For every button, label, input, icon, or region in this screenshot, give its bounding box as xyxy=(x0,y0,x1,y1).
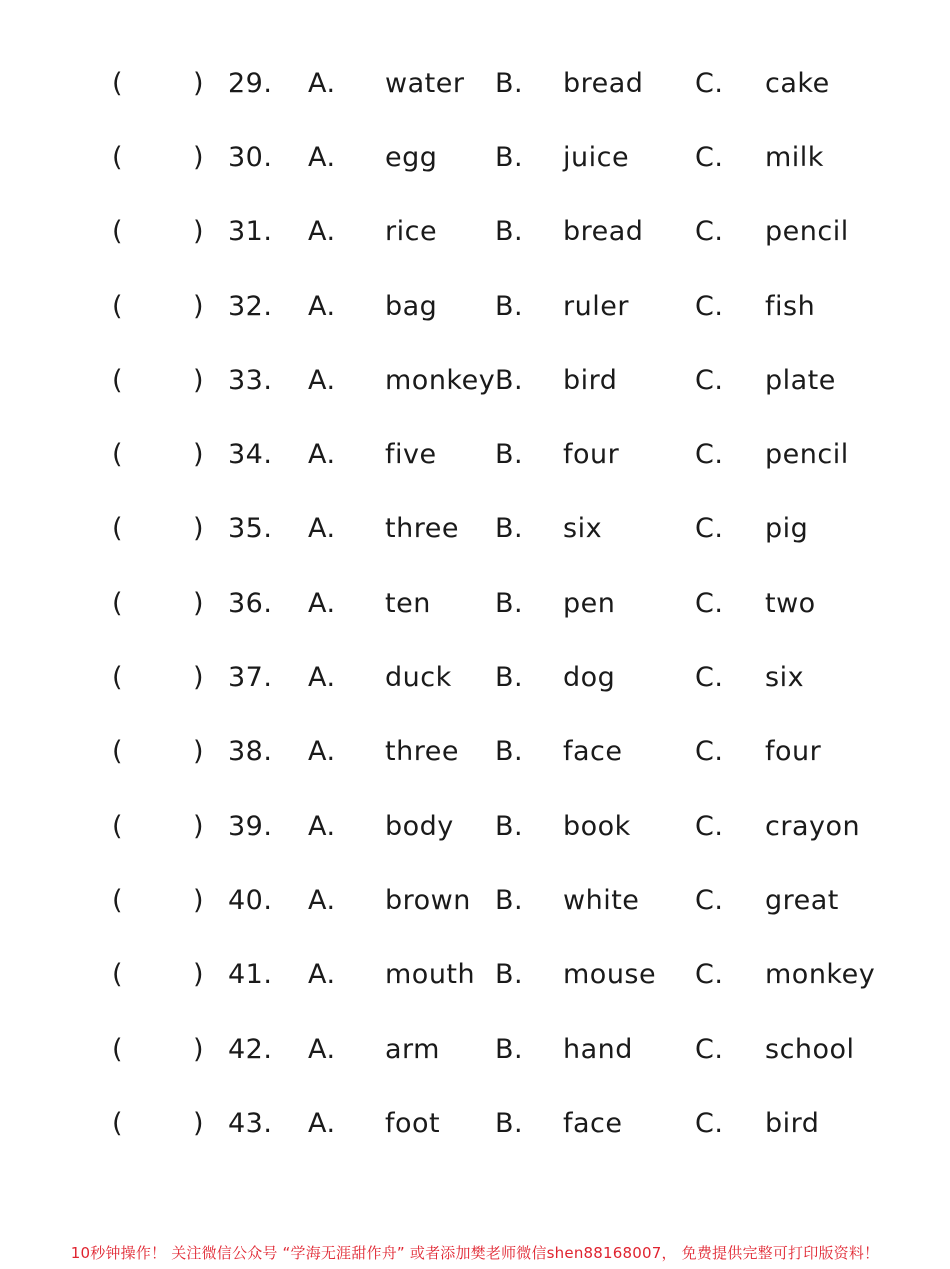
answer-blank-close-paren: ) xyxy=(193,736,205,768)
answer-blank-open-paren: ( xyxy=(112,884,124,916)
question-row xyxy=(0,492,950,566)
question-number: 39. xyxy=(228,810,273,842)
question-number: 37. xyxy=(228,662,273,694)
option-b-word: dog xyxy=(563,662,616,694)
option-b-label: B. xyxy=(495,587,524,619)
option-b-word: bird xyxy=(563,364,618,396)
answer-blank-open-paren: ( xyxy=(112,1033,124,1065)
option-b-word: book xyxy=(563,810,631,842)
answer-blank-open-paren: ( xyxy=(112,959,124,991)
option-a-word: foot xyxy=(385,1107,441,1139)
option-b-word: mouse xyxy=(563,959,657,991)
option-a-label: A. xyxy=(308,736,336,768)
option-c-label: C. xyxy=(695,1107,724,1139)
option-b-label: B. xyxy=(495,364,524,396)
option-a-label: A. xyxy=(308,439,336,471)
answer-blank-open-paren: ( xyxy=(112,587,124,619)
option-a-word: body xyxy=(385,810,454,842)
answer-blank-open-paren: ( xyxy=(112,662,124,694)
question-row xyxy=(0,120,950,194)
question-number: 34. xyxy=(228,439,273,471)
option-a-label: A. xyxy=(308,364,336,396)
answer-blank-close-paren: ) xyxy=(193,513,205,545)
option-c-label: C. xyxy=(695,736,724,768)
answer-blank-close-paren: ) xyxy=(193,587,205,619)
question-number: 33. xyxy=(228,364,273,396)
option-a-label: A. xyxy=(308,810,336,842)
answer-blank-close-paren: ) xyxy=(193,884,205,916)
option-a-label: A. xyxy=(308,216,336,248)
option-b-label: B. xyxy=(495,1107,524,1139)
question-number: 30. xyxy=(228,141,273,173)
answer-blank-open-paren: ( xyxy=(112,1107,124,1139)
option-c-word: six xyxy=(765,662,805,694)
answer-blank-close-paren: ) xyxy=(193,662,205,694)
answer-blank-open-paren: ( xyxy=(112,810,124,842)
option-a-label: A. xyxy=(308,1033,336,1065)
question-row xyxy=(0,938,950,1012)
option-a-word: monkey xyxy=(385,364,496,396)
question-row xyxy=(0,715,950,789)
question-row xyxy=(0,863,950,937)
option-b-label: B. xyxy=(495,141,524,173)
option-c-word: plate xyxy=(765,364,836,396)
option-a-label: A. xyxy=(308,662,336,694)
question-row xyxy=(0,789,950,863)
question-row xyxy=(0,566,950,640)
answer-blank-close-paren: ) xyxy=(193,1033,205,1065)
answer-blank-open-paren: ( xyxy=(112,736,124,768)
option-a-word: brown xyxy=(385,884,471,916)
option-c-label: C. xyxy=(695,290,724,322)
option-b-word: hand xyxy=(563,1033,633,1065)
option-b-label: B. xyxy=(495,959,524,991)
answer-blank-open-paren: ( xyxy=(112,439,124,471)
question-row xyxy=(0,1086,950,1160)
option-a-label: A. xyxy=(308,513,336,545)
option-c-label: C. xyxy=(695,141,724,173)
option-a-word: mouth xyxy=(385,959,476,991)
option-b-label: B. xyxy=(495,513,524,545)
option-c-label: C. xyxy=(695,884,724,916)
option-a-label: A. xyxy=(308,884,336,916)
option-a-word: egg xyxy=(385,141,438,173)
option-b-label: B. xyxy=(495,1033,524,1065)
option-c-label: C. xyxy=(695,959,724,991)
option-c-word: four xyxy=(765,736,822,768)
answer-blank-close-paren: ) xyxy=(193,1107,205,1139)
answer-blank-open-paren: ( xyxy=(112,141,124,173)
option-c-word: milk xyxy=(765,141,824,173)
answer-blank-close-paren: ) xyxy=(193,959,205,991)
option-a-word: ten xyxy=(385,587,431,619)
option-b-label: B. xyxy=(495,810,524,842)
answer-blank-close-paren: ) xyxy=(193,67,205,99)
option-a-word: arm xyxy=(385,1033,440,1065)
footer-promo-text: 10秒钟操作！ 关注微信公众号 “学海无涯甜作舟” 或者添加樊老师微信shen88168007， 免费提供完整可打印版资料！ xyxy=(70,1244,880,1262)
answer-blank-close-paren: ) xyxy=(193,810,205,842)
question-row xyxy=(0,417,950,491)
option-c-word: school xyxy=(765,1033,855,1065)
option-c-word: fish xyxy=(765,290,816,322)
option-c-word: bird xyxy=(765,1107,820,1139)
option-b-label: B. xyxy=(495,216,524,248)
option-a-label: A. xyxy=(308,141,336,173)
option-a-label: A. xyxy=(308,587,336,619)
question-number: 41. xyxy=(228,959,273,991)
option-a-word: five xyxy=(385,439,437,471)
option-c-label: C. xyxy=(695,67,724,99)
option-a-word: bag xyxy=(385,290,438,322)
question-number: 35. xyxy=(228,513,273,545)
question-number: 42. xyxy=(228,1033,273,1065)
option-c-word: pencil xyxy=(765,439,849,471)
option-a-label: A. xyxy=(308,67,336,99)
question-row xyxy=(0,1012,950,1086)
question-row xyxy=(0,640,950,714)
question-number: 38. xyxy=(228,736,273,768)
answer-blank-open-paren: ( xyxy=(112,67,124,99)
answer-blank-close-paren: ) xyxy=(193,290,205,322)
option-a-word: rice xyxy=(385,216,438,248)
question-row xyxy=(0,195,950,269)
option-c-label: C. xyxy=(695,662,724,694)
question-number: 31. xyxy=(228,216,273,248)
option-a-label: A. xyxy=(308,1107,336,1139)
option-c-word: monkey xyxy=(765,959,876,991)
option-a-word: three xyxy=(385,736,459,768)
option-b-word: bread xyxy=(563,216,644,248)
option-b-word: bread xyxy=(563,67,644,99)
option-b-word: pen xyxy=(563,587,616,619)
option-c-word: cake xyxy=(765,67,830,99)
option-c-word: two xyxy=(765,587,816,619)
option-b-word: face xyxy=(563,1107,623,1139)
option-a-label: A. xyxy=(308,290,336,322)
option-b-word: four xyxy=(563,439,620,471)
option-b-label: B. xyxy=(495,662,524,694)
question-number: 40. xyxy=(228,884,273,916)
option-b-label: B. xyxy=(495,884,524,916)
option-b-label: B. xyxy=(495,290,524,322)
answer-blank-open-paren: ( xyxy=(112,364,124,396)
option-c-label: C. xyxy=(695,513,724,545)
answer-blank-open-paren: ( xyxy=(112,290,124,322)
option-c-word: great xyxy=(765,884,839,916)
option-c-word: crayon xyxy=(765,810,861,842)
option-b-word: ruler xyxy=(563,290,629,322)
question-row xyxy=(0,343,950,417)
option-c-label: C. xyxy=(695,587,724,619)
option-c-label: C. xyxy=(695,1033,724,1065)
answer-blank-open-paren: ( xyxy=(112,216,124,248)
question-number: 43. xyxy=(228,1107,273,1139)
option-c-label: C. xyxy=(695,810,724,842)
question-row xyxy=(0,46,950,120)
option-b-word: six xyxy=(563,513,603,545)
option-b-word: face xyxy=(563,736,623,768)
option-c-label: C. xyxy=(695,439,724,471)
option-b-label: B. xyxy=(495,736,524,768)
answer-blank-close-paren: ) xyxy=(193,439,205,471)
option-a-word: three xyxy=(385,513,459,545)
option-b-label: B. xyxy=(495,439,524,471)
option-b-word: juice xyxy=(563,141,630,173)
option-c-word: pencil xyxy=(765,216,849,248)
option-c-label: C. xyxy=(695,364,724,396)
question-number: 29. xyxy=(228,67,273,99)
option-b-label: B. xyxy=(495,67,524,99)
option-a-word: water xyxy=(385,67,465,99)
answer-blank-close-paren: ) xyxy=(193,216,205,248)
option-a-label: A. xyxy=(308,959,336,991)
answer-blank-open-paren: ( xyxy=(112,513,124,545)
option-b-word: white xyxy=(563,884,640,916)
option-c-label: C. xyxy=(695,216,724,248)
answer-blank-close-paren: ) xyxy=(193,364,205,396)
question-number: 36. xyxy=(228,587,273,619)
option-c-word: pig xyxy=(765,513,809,545)
question-number: 32. xyxy=(228,290,273,322)
answer-blank-close-paren: ) xyxy=(193,141,205,173)
option-a-word: duck xyxy=(385,662,452,694)
question-row xyxy=(0,269,950,343)
